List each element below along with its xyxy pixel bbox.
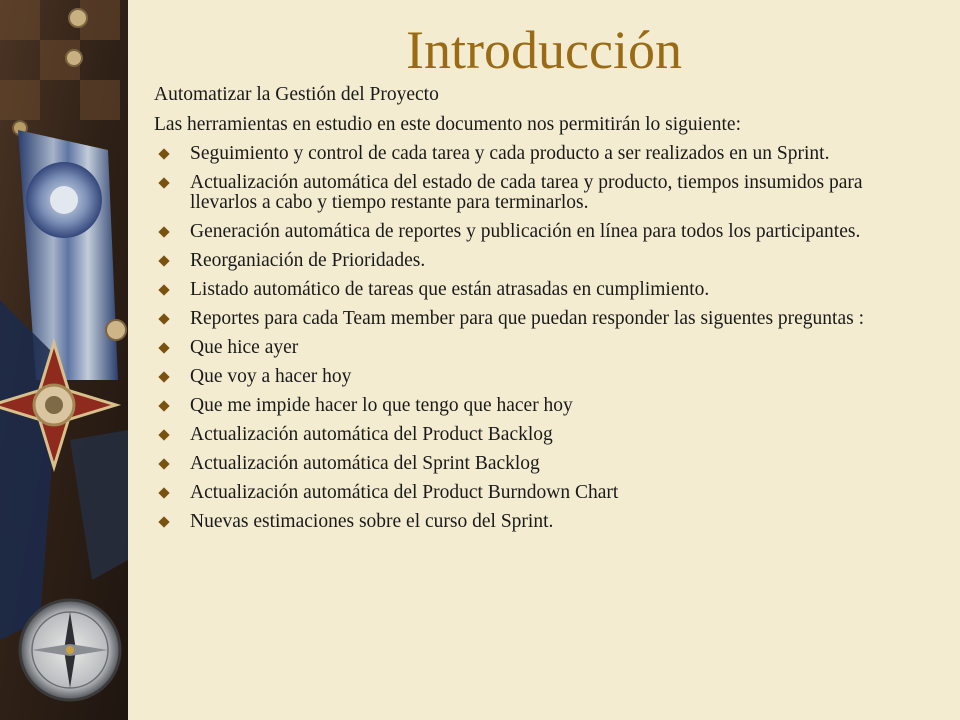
diamond-bullet-icon [158, 226, 169, 237]
slide-body [154, 84, 934, 541]
list-item-text: Actualización automática del Sprint Backlog [190, 453, 540, 474]
medal-photo-icon [0, 0, 128, 720]
diamond-bullet-icon [158, 284, 169, 295]
list-item [154, 454, 934, 474]
diamond-bullet-icon [158, 458, 169, 469]
diamond-bullet-icon [158, 255, 169, 266]
list-item [154, 222, 934, 242]
list-item [154, 483, 934, 503]
list-item [154, 338, 934, 358]
list-item-text: Reorganiación de Prioridades. [190, 250, 426, 271]
list-item-text: Que hice ayer [190, 337, 299, 358]
bullet-list [154, 144, 934, 532]
list-item [154, 251, 934, 271]
list-item [154, 280, 934, 300]
diamond-bullet-icon [158, 313, 169, 324]
subtitle-paragraph: Automatizar la Gestión del Proyecto [154, 84, 439, 105]
diamond-bullet-icon [158, 516, 169, 527]
list-item [154, 173, 934, 213]
list-item-text: Que voy a hacer hoy [190, 366, 352, 387]
diamond-bullet-icon [158, 342, 169, 353]
list-item-text: Que me impide hacer lo que tengo que hacer hoy [190, 395, 573, 416]
diamond-bullet-icon [158, 177, 169, 188]
list-item-text: Listado automático de tareas que están atrasadas en cumplimiento. [190, 279, 710, 300]
diamond-bullet-icon [158, 400, 169, 411]
diamond-bullet-icon [158, 429, 169, 440]
list-item-text: Nuevas estimaciones sobre el curso del Sprint. [190, 511, 554, 532]
decorative-photo-strip [0, 0, 128, 720]
intro-paragraph: Las herramientas en estudio en este documento nos permitirán lo siguiente: [154, 114, 741, 135]
list-item-text: Generación automática de reportes y publicación en línea para todos los participantes. [190, 221, 861, 242]
list-item-text: Reportes para cada Team member para que puedan responder las siguentes preguntas : [190, 308, 865, 329]
diamond-bullet-icon [158, 371, 169, 382]
slide-title: Introducción [406, 20, 682, 80]
diamond-bullet-icon [158, 148, 169, 159]
list-item-text: Actualización automática del estado de cada tarea y producto, tiempos insumidos para llevarlos a cabo y tiempo restante para terminarlos. [190, 172, 863, 213]
list-item [154, 367, 934, 387]
list-item [154, 512, 934, 532]
list-item [154, 425, 934, 445]
list-item-text: Seguimiento y control de cada tarea y cada producto a ser realizados en un Sprint. [190, 143, 830, 164]
list-item [154, 396, 934, 416]
list-item-text: Actualización automática del Product Burndown Chart [190, 482, 619, 503]
list-item-text: Actualización automática del Product Backlog [190, 424, 553, 445]
list-item [154, 309, 934, 329]
diamond-bullet-icon [158, 487, 169, 498]
list-item [154, 144, 934, 164]
